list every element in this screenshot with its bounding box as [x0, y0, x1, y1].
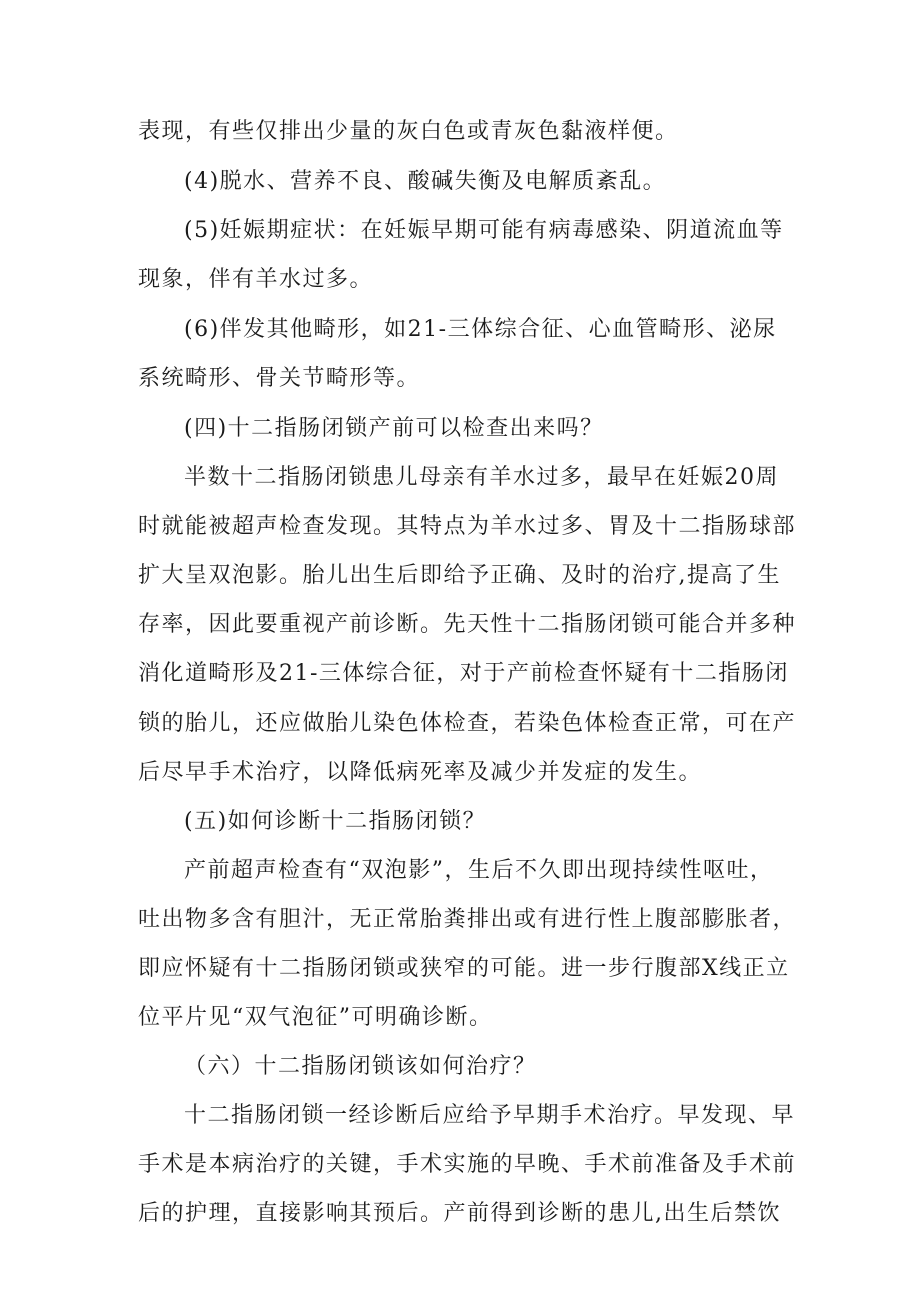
- text-line: 即应怀疑有十二指肠闭锁或狭窄的可能。进一步行腹部X线正立: [138, 956, 790, 981]
- text-line: 现象，伴有羊水过多。: [138, 267, 374, 292]
- text-line: 位平片见“双气泡征”可明确诊断。: [138, 1005, 493, 1030]
- text-line: 时就能被超声检查发现。其特点为羊水过多、胃及十二指肠球部: [138, 514, 797, 539]
- text-line: 吐出物多含有胆汁，无正常胎粪排出或有进行性上腹部膨胀者，: [138, 907, 797, 932]
- text-line: 十二指肠闭锁一经诊断后应给予早期手术治疗。早发现、早: [184, 1103, 796, 1128]
- section-heading: (四)十二指肠闭锁产前可以检查出来吗？: [184, 416, 604, 441]
- text-line: 锁的胎儿，还应做胎儿染色体检查，若染色体检查正常，可在产: [138, 711, 797, 736]
- text-line: 产前超声检查有“双泡影”，生后不久即出现持续性呕吐，: [184, 858, 774, 883]
- text-line: 系统畸形、骨关节畸形等。: [138, 366, 421, 391]
- text-line: 消化道畸形及21-三体综合征，对于产前检查怀疑有十二指肠闭: [138, 661, 789, 686]
- list-item: (4)脱水、营养不良、酸碱失衡及电解质紊乱。: [184, 169, 667, 194]
- section-heading: （六）十二指肠闭锁该如何治疗？: [184, 1054, 537, 1079]
- text-line: 后尽早手术治疗，以降低病死率及减少并发症的发生。: [138, 760, 703, 785]
- section-heading: (五)如何诊断十二指肠闭锁？: [184, 809, 487, 834]
- text-line: 表现，有些仅排出少量的灰白色或青灰色黏液样便。: [138, 119, 679, 144]
- text-line: 存率，因此要重视产前诊断。先天性十二指肠闭锁可能合并多种: [138, 612, 797, 637]
- list-item: (5)妊娠期症状：在妊娠早期可能有病毒感染、阴道流血等: [184, 218, 784, 243]
- text-line: 手术是本病治疗的关键，手术实施的早晚、手术前准备及手术前: [138, 1152, 797, 1177]
- text-line: 半数十二指肠闭锁患儿母亲有羊水过多，最早在妊娠20周: [184, 465, 779, 490]
- list-item: (6)伴发其他畸形，如21-三体综合征、心血管畸形、泌尿: [184, 317, 777, 342]
- text-line: 扩大呈双泡影。胎儿出生后即给予正确、及时的治疗,提高了生: [138, 563, 781, 588]
- text-line: 后的护理，直接影响其预后。产前得到诊断的患儿,出生后禁饮: [138, 1201, 781, 1226]
